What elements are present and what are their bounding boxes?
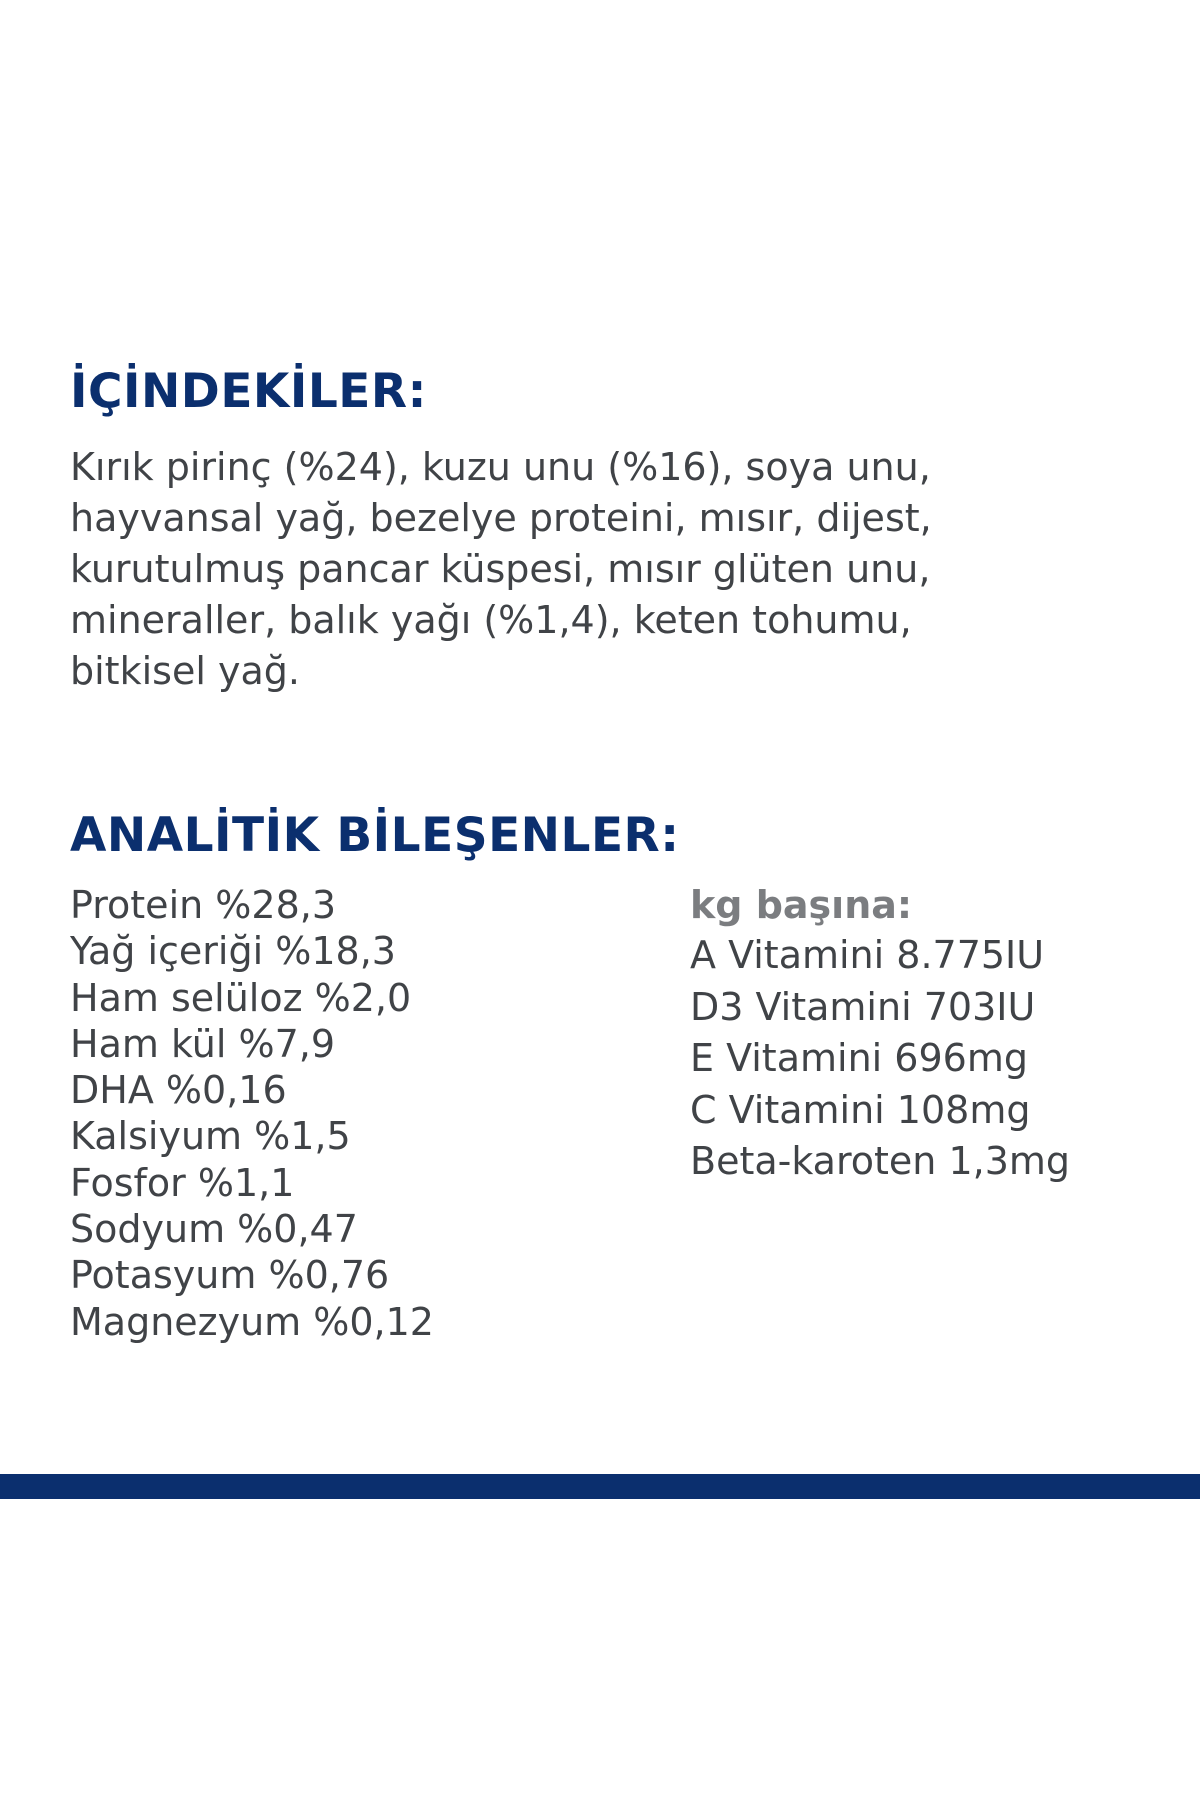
- vitamin-item: Beta-karoten 1,3mg: [690, 1139, 1071, 1183]
- analytic-constituents-heading: ANALİTİK BİLEŞENLER:: [70, 808, 680, 863]
- vitamin-item: D3 Vitamini 703IU: [690, 984, 1036, 1029]
- ingredients-text: [70, 442, 1130, 697]
- vitamins-list: [690, 930, 1170, 1188]
- footer-divider-bar: [0, 1474, 1200, 1499]
- constituent-item: Protein %28,3: [70, 883, 336, 927]
- ingredients-line: kurutulmuş pancar küspesi, mısır glüten unu,: [70, 547, 931, 591]
- constituent-item: Kalsiyum %1,5: [70, 1114, 351, 1159]
- vitamin-item: C Vitamini 108mg: [690, 1087, 1031, 1132]
- per-kg-section: [690, 882, 1170, 1188]
- constituent-item: Sodyum %0,47: [70, 1207, 358, 1252]
- constituent-item: Potasyum %0,76: [70, 1253, 390, 1298]
- constituent-item: Fosfor %1,1: [70, 1160, 295, 1205]
- constituent-item: Ham selüloz %2,0: [70, 975, 412, 1020]
- constituents-list: [70, 882, 630, 1345]
- constituent-item: Magnezyum %0,12: [70, 1299, 434, 1344]
- constituent-item: DHA %0,16: [70, 1068, 287, 1113]
- ingredients-heading: İÇİNDEKİLER:: [70, 364, 427, 419]
- ingredients-line: hayvansal yağ, bezelye proteini, mısır, dijest,: [70, 496, 932, 540]
- ingredients-line: Kırık pirinç (%24), kuzu unu (%16), soya unu,: [70, 445, 931, 489]
- vitamin-item: A Vitamini 8.775IU: [690, 933, 1045, 977]
- vitamin-item: E Vitamini 696mg: [690, 1036, 1028, 1080]
- ingredients-line: mineraller, balık yağı (%1,4), keten tohumu,: [70, 598, 912, 642]
- constituent-item: Yağ içeriği %18,3: [70, 929, 396, 974]
- constituent-item: Ham kül %7,9: [70, 1021, 336, 1066]
- per-kg-label: kg başına:: [690, 883, 913, 927]
- ingredients-line: bitkisel yağ.: [70, 649, 300, 693]
